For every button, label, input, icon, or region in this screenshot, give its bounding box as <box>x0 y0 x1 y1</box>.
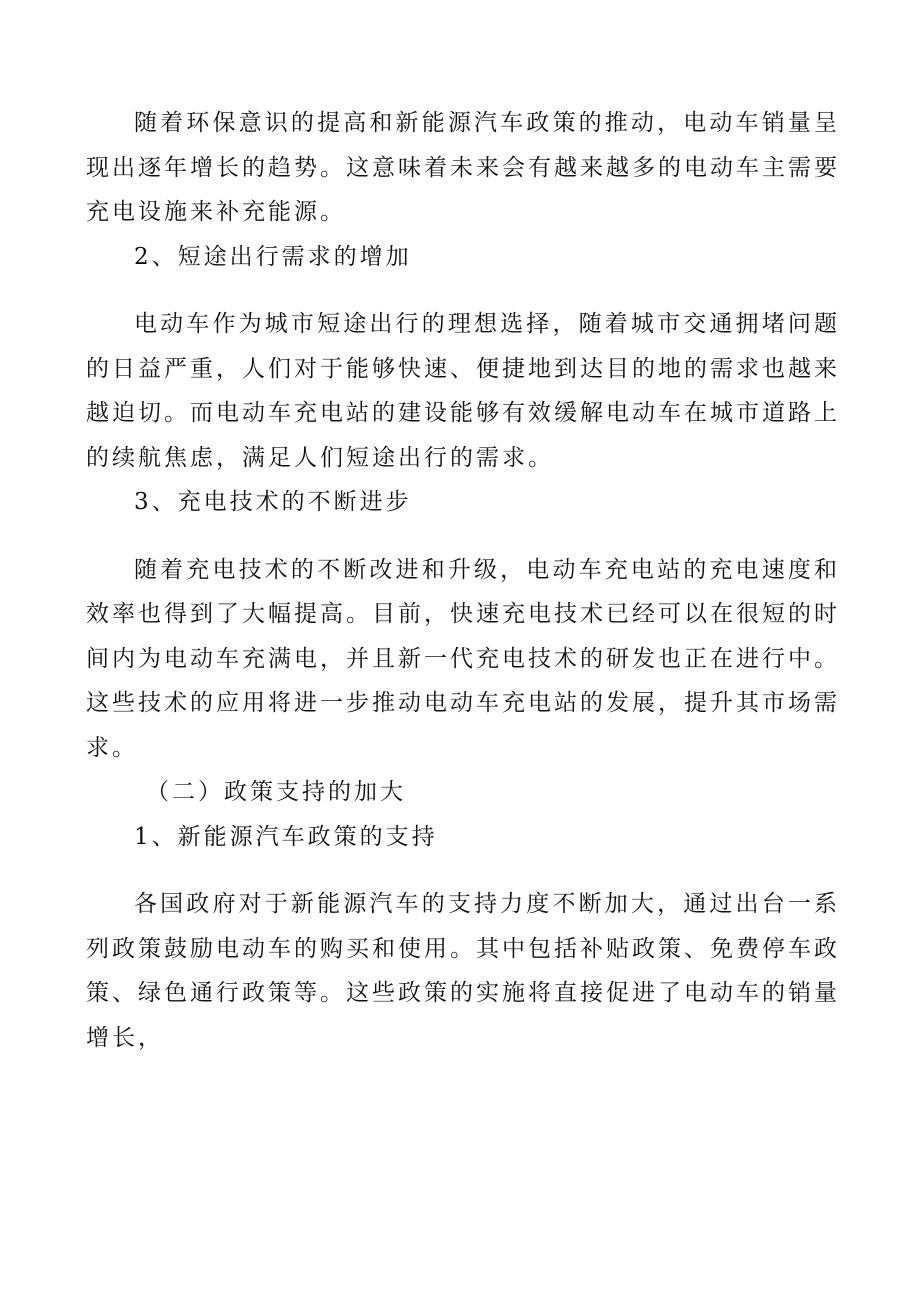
document-body <box>86 101 840 1060</box>
section-heading-policy-support: （二）政策支持的加大 <box>146 779 406 805</box>
paragraph-charging-technology: 随着充电技术的不断改进和升级，电动车充电站的充电速度和效率也得到了大幅提高。目前，快速充电技术已经可以在很短的时间内为电动车充满电，并且新一代充电技术的研发也正在进行中。这些技术的应用将进一步推动电动车充电站的发展，提升其市场需求。 <box>86 556 840 761</box>
heading-charging-technology: 3、充电技术的不断进步 <box>134 489 412 515</box>
paragraph-short-trip-demand: 电动车作为城市短途出行的理想选择，随着城市交通拥堵问题的日益严重，人们对于能够快速、便捷地到达目的地的需求也越来越迫切。而电动车充电站的建设能够有效缓解电动车在城市道路上的续航焦虑，满足人们短途出行的需求。 <box>86 311 840 471</box>
heading-short-trip-demand: 2、短途出行需求的增加 <box>134 243 412 270</box>
paragraph-nev-policy: 各国政府对于新能源汽车的支持力度不断加大，通过出台一系列政策鼓励电动车的购买和使用。其中包括补贴政策、免费停车政策、绿色通行政策等。这些政策的实施将直接促进了电动车的销量增长， <box>86 891 840 1051</box>
heading-nev-policy: 1、新能源汽车政策的支持 <box>134 823 438 850</box>
paragraph-sales-growth: 随着环保意识的提高和新能源汽车政策的推动，电动车销量呈现出逐年增长的趋势。这意味着未来会有越来越多的电动车主需要充电设施来补充能源。 <box>86 110 840 225</box>
